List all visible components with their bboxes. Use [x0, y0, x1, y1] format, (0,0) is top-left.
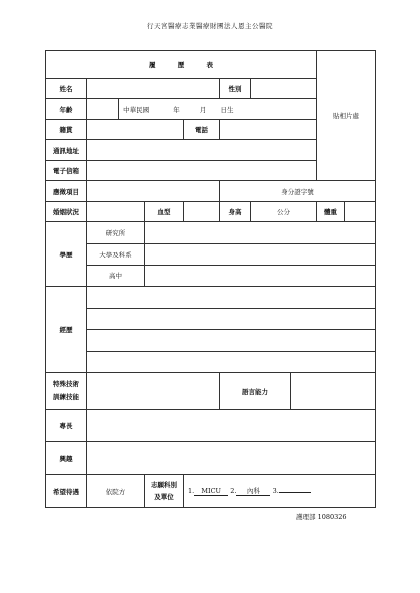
label-phone: 電話 — [184, 119, 220, 140]
dept-choices[interactable] — [184, 475, 376, 508]
salary-value-text: 依院方 — [105, 487, 126, 496]
input-weight[interactable] — [345, 201, 376, 222]
birth-day: 日生 — [220, 105, 234, 114]
label-training-skills: 訓練技能 — [53, 393, 79, 402]
choice-2-value[interactable]: 內科 — [236, 486, 270, 496]
organization-name: 行天宮醫療志業醫療財團法人恩主公醫院 — [147, 22, 273, 30]
label-age: 年齡 — [46, 99, 87, 120]
choice-3-number: 3. — [272, 487, 279, 496]
input-name[interactable] — [87, 78, 220, 99]
choice-1-number: 1. — [188, 487, 195, 496]
label-height: 身高 — [220, 201, 251, 222]
choice-3-value[interactable] — [279, 492, 311, 493]
label-name: 姓名 — [46, 78, 87, 99]
input-edu-university[interactable] — [145, 244, 376, 266]
label-expected-salary: 希望待遇 — [46, 475, 87, 508]
label-dept-pref-1: 志願科別 — [151, 481, 177, 490]
photo-area[interactable] — [317, 51, 376, 181]
edu-graduate-label: 研究所 — [87, 222, 145, 244]
input-experience-3[interactable] — [87, 330, 376, 352]
input-native-place[interactable] — [87, 119, 184, 140]
label-dept-pref — [145, 475, 184, 508]
input-height[interactable] — [251, 201, 317, 222]
input-experience-4[interactable] — [87, 351, 376, 373]
label-email: 電子信箱 — [46, 160, 87, 181]
label-skills — [46, 373, 87, 410]
label-special-skills: 特殊技術 — [53, 380, 79, 389]
label-weight: 體重 — [317, 201, 345, 222]
input-phone[interactable] — [220, 119, 317, 140]
input-blood-type[interactable] — [184, 201, 220, 222]
input-email[interactable] — [87, 160, 317, 181]
input-experience-1[interactable] — [87, 287, 376, 309]
input-language[interactable] — [291, 373, 376, 410]
label-specialty: 專長 — [46, 410, 87, 442]
label-experience: 經歷 — [46, 287, 87, 373]
input-marital-status[interactable] — [87, 201, 145, 222]
resume-form — [45, 50, 376, 508]
input-address[interactable] — [87, 140, 317, 161]
input-specialty[interactable] — [87, 410, 376, 442]
label-blood-type: 血型 — [145, 201, 184, 222]
label-marital-status: 婚姻狀況 — [46, 201, 87, 222]
edu-highschool-label: 高中 — [87, 265, 145, 287]
label-interests: 興趣 — [46, 442, 87, 475]
choice-2-number: 2. — [230, 487, 237, 496]
input-edu-graduate[interactable] — [145, 222, 376, 244]
salary-value[interactable] — [87, 475, 145, 508]
photo-label: 貼相片處 — [333, 112, 360, 121]
label-id-number: 身分證字號 — [281, 187, 314, 196]
height-unit: 公分 — [277, 208, 291, 217]
choice-1-value[interactable]: MICU — [194, 487, 228, 496]
input-gender[interactable] — [251, 78, 317, 99]
birthdate-field[interactable] — [119, 99, 317, 120]
input-skills[interactable] — [87, 373, 220, 410]
label-education: 學歷 — [46, 222, 87, 287]
input-interests[interactable] — [87, 442, 376, 475]
birth-era: 中華民國 — [123, 105, 150, 114]
label-native-place: 籍貫 — [46, 119, 87, 140]
form-title: 履 歷 表 — [46, 51, 317, 79]
input-age[interactable] — [87, 99, 119, 120]
input-experience-2[interactable] — [87, 308, 376, 330]
input-edu-highschool[interactable] — [145, 265, 376, 287]
id-number-field[interactable] — [220, 181, 376, 202]
edu-university-label: 大學及科系 — [87, 244, 145, 266]
input-position[interactable] — [87, 181, 220, 202]
label-gender: 性別 — [220, 78, 251, 99]
form-code: 護理部 1080326 — [296, 513, 347, 521]
birth-month: 月 — [199, 105, 207, 114]
label-dept-pref-2: 及單位 — [154, 493, 174, 502]
birth-year: 年 — [173, 105, 180, 114]
label-language: 語言能力 — [220, 373, 291, 410]
label-position: 應徵項目 — [46, 181, 87, 202]
label-address: 通訊地址 — [46, 140, 87, 161]
